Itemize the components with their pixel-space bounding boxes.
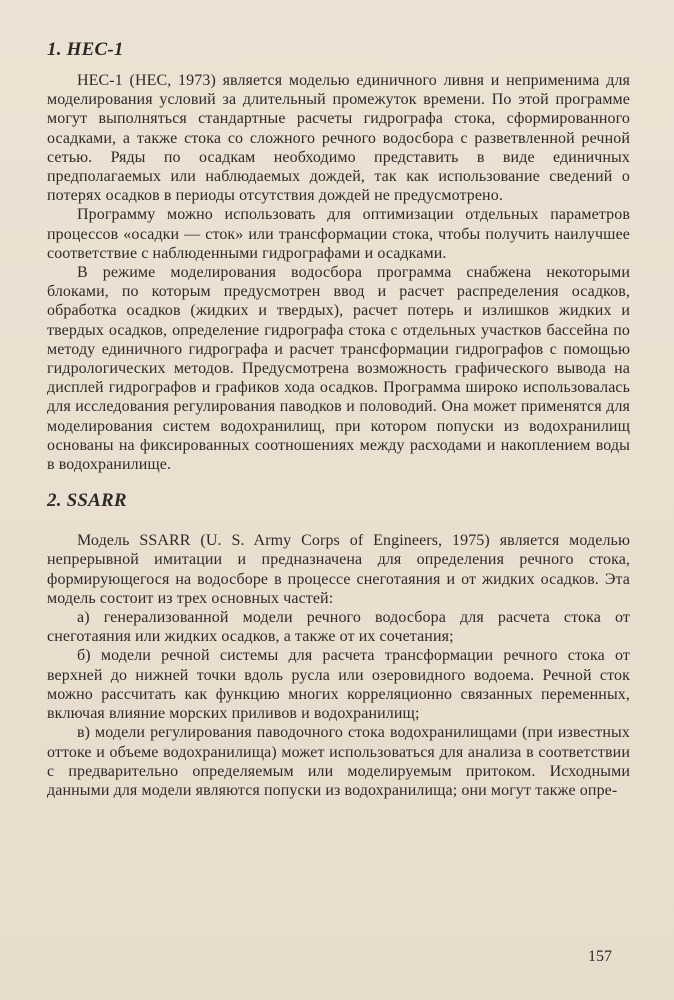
ssarr-list-item-b: б) модели речной системы для расчета трансформации речного стока от верхней до нижней точки вдоль русла или озеровидного водоема. Речной сток можно рассчитать как функцию многих корреляционно связанных переменных, включая влияние морских приливов и водохранилищ; — [47, 647, 630, 723]
ssarr-list-item-c: в) модели регулирования паводочного стока водохранилищами (при известных оттоке и объеме водохранилища) может использоваться для анализа в соответствии с предварительно определяемым или моделируемым притоком. Исходными данными для модели являются попуски из водохранилища; они могут также опре- — [47, 724, 630, 799]
section-heading-ssarr: 2. SSARR — [47, 490, 127, 512]
page-number: 157 — [588, 948, 612, 965]
hec1-paragraph-1: НЕС-1 (НЕС, 1973) является моделью единичного ливня и неприменима для моделирования условий за длительный промежуток времени. По этой программе могут выполняться стандартные расчеты гидрографа стока, сформированного осадками, а также стока со сложного речного водосбора с разветвленной речной сетью. Ряды по осадкам необходимо представить в виде единичных предполагаемых или наблюдаемых дождей, так как использование сведений о потерях осадков в периоды отсутствия дождей не предусмотрено. — [47, 72, 630, 205]
ssarr-list-item-a: а) генерализованной модели речного водосбора для расчета стока от снеготаяния или жидких осадков, а также от их сочетания; — [47, 609, 630, 646]
hec1-paragraph-2: Программу можно использовать для оптимизации отдельных параметров процессов «осадки — сток» или трансформации стока, чтобы получить наилучшее соответствие с наблюденными гидрографами и осадками. — [47, 206, 630, 262]
ssarr-paragraph-1: Модель SSARR (U. S. Army Corps of Engineers, 1975) является моделью непрерывной имитации и предназначена для определения речного стока, формирующегося на водосборе в процессе снеготаяния и от жидких осадков. Эта модель состоит из трех основных частей: — [47, 532, 630, 607]
hec1-paragraph-3: В режиме моделирования водосбора программа снабжена некоторыми блоками, по которым предусмотрен ввод и расчет распределения осадков, обработка осадков (жидких и твердых), расчет потерь и излишков жидких и твердых осадков, определение гидрографа стока с отдельных участков бассейна по методу единичного гидрографа и расчет трансформации гидрографов с помощью гидрологических методов. Предусмотрена возможность графического вывода на дисплей гидрографов и графиков хода осадков. Программа широко использовалась для исследования регулирования паводков и половодий. Она может применятся для моделирования систем водохранилищ, при котором попуски из водохранилищ основаны на фиксированных соотношениях между расходами и накоплением воды в водохранилище. — [47, 264, 630, 474]
section-heading-hec1: 1. НЕС-1 — [47, 39, 124, 60]
